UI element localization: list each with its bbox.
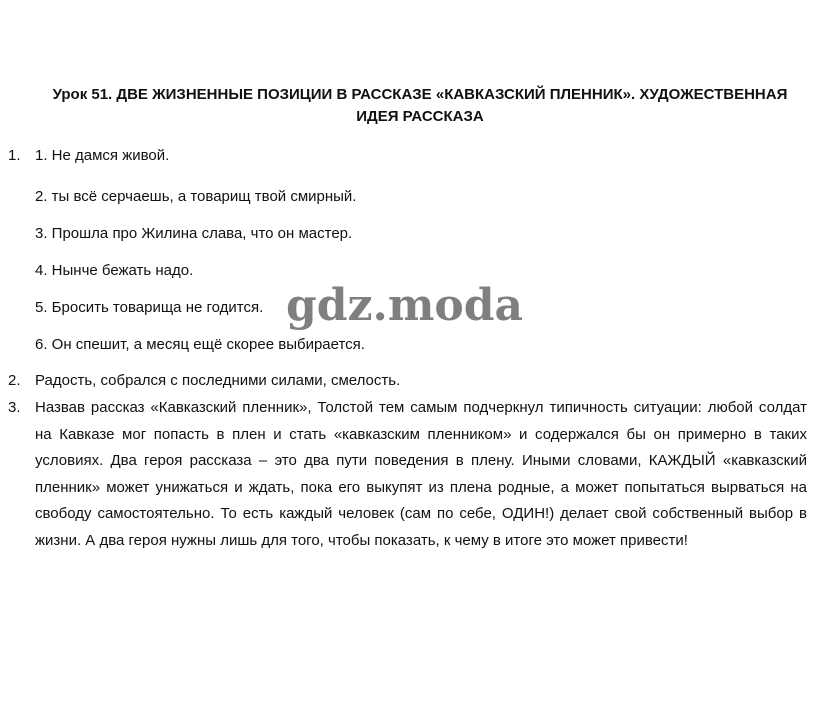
- section-number-1: 1.: [8, 147, 21, 164]
- section-2-text: Радость, собрался с последними силами, смелость.: [35, 372, 401, 389]
- lesson-title-line-1: Урок 51. ДВЕ ЖИЗНЕННЫЕ ПОЗИЦИИ В РАССКАЗЕ «КАВКАЗСКИЙ ПЛЕННИК». ХУДОЖЕСТВЕННАЯ: [52, 86, 788, 103]
- answer-line-4: 4. Нынче бежать надо.: [35, 262, 194, 279]
- answer-line-1: 1. Не дамся живой.: [35, 147, 170, 164]
- section-number-3: 3.: [8, 399, 21, 416]
- answer-line-2: 2. ты всё серчаешь, а товарищ твой смирный.: [35, 188, 357, 205]
- watermark-logo: gdz.moda: [286, 280, 524, 331]
- lesson-title: [30, 84, 810, 128]
- section-number-2: 2.: [8, 372, 21, 389]
- section-3-paragraph: Назвав рассказ «Кавказский пленник», Толстой тем самым подчеркнул типичность ситуации: любой солдат на Кавказе мог попасть в плен и стать «кавказским пленником» и содержался бы он примерно в таких условиях. Два героя рассказа – это два пути поведения в плену. Иными словами, КАЖДЫЙ «кавказский пленник» может унижаться и ждать, пока его выкупят из плена родные, а может попытаться вырваться на свободу самостоятельно. То есть каждый человек (сам по себе, ОДИН!) делает свой собственный выбор в жизни. А два героя нужны лишь для того, чтобы показать, к чему в итоге это может привести!: [35, 399, 807, 549]
- lesson-title-line-2: ИДЕЯ РАССКАЗА: [356, 108, 484, 125]
- answer-line-6: 6. Он спешит, а месяц ещё скорее выбирается.: [35, 336, 365, 353]
- answer-line-3: 3. Прошла про Жилина слава, что он мастер.: [35, 225, 353, 242]
- answer-line-5: 5. Бросить товарища не годится.: [35, 299, 264, 316]
